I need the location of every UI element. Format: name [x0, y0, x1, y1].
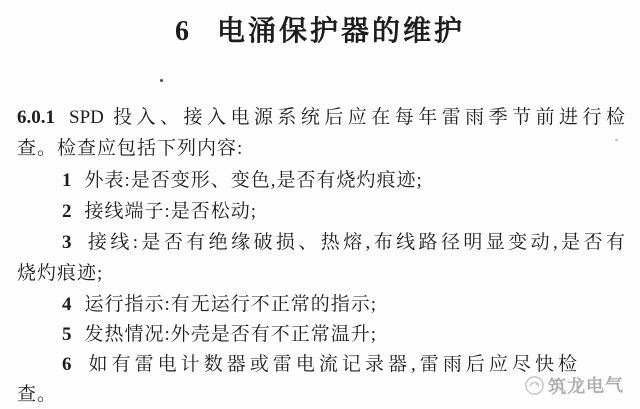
list-item-5 — [17, 321, 625, 348]
chapter-title: 电涌保护器的维护 — [216, 16, 465, 47]
item-number: 2 — [62, 201, 72, 222]
list-item-3-line-2 — [17, 260, 625, 287]
chapter-number: 6 — [174, 16, 189, 47]
clause-line-1 — [17, 104, 625, 131]
item-text: 如有雷电计数器或雷电流记录器,雷雨后应尽快检 — [84, 354, 577, 375]
item-number: 3 — [62, 232, 72, 253]
list-item-1 — [17, 167, 625, 194]
item-text-continued: 查。 — [17, 384, 58, 405]
item-text: 外表:是否变形、变色,是否有烧灼痕迹; — [84, 170, 423, 191]
clause-text-line2: 查。检查应包括下列内容: — [17, 138, 244, 159]
clause-text-line1: SPD 投入、接入电源系统后应在每年雷雨季节前进行检 — [69, 107, 625, 128]
item-text: 运行指示:有无运行不正常的指示; — [84, 294, 378, 315]
item-text: 接线:是否有绝缘破损、热熔,布线路径明显变动,是否有 — [84, 232, 625, 253]
chapter-heading — [0, 9, 640, 49]
list-item-3-line-1 — [17, 229, 625, 256]
item-number: 5 — [62, 324, 72, 345]
item-text-continued: 烧灼痕迹; — [17, 263, 104, 284]
clause-line-2 — [17, 135, 625, 162]
scan-speck — [160, 79, 163, 82]
item-number: 1 — [62, 170, 72, 191]
list-item-6-line-1 — [17, 351, 577, 378]
list-item-2 — [17, 198, 625, 225]
clause-number: 6.0.1 — [17, 107, 55, 128]
watermark — [524, 372, 624, 398]
list-item-4 — [17, 291, 625, 318]
item-text: 发热情况:外壳是否有不正常温升; — [84, 324, 378, 345]
item-number: 4 — [62, 294, 72, 315]
item-number: 6 — [62, 354, 72, 375]
scan-speck — [615, 139, 618, 141]
item-text: 接线端子:是否松动; — [84, 201, 258, 222]
zhulong-logo-icon — [524, 375, 545, 396]
watermark-text: 筑龙电气 — [547, 375, 625, 397]
